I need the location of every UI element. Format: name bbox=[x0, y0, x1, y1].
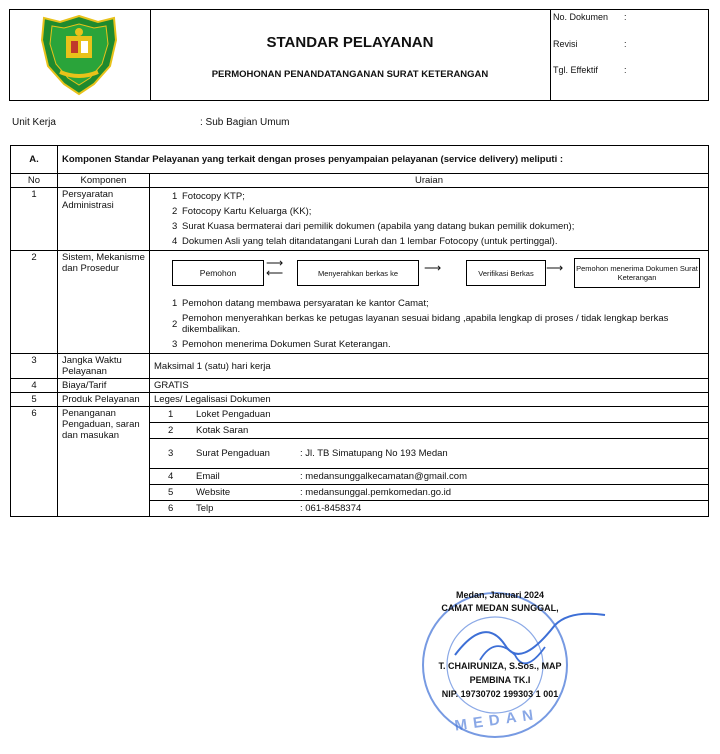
signature-place-date: Medan, Januari 2024 bbox=[455, 590, 545, 600]
column-header-komponen: Komponen bbox=[58, 174, 150, 188]
contact-list bbox=[150, 407, 708, 516]
column-header-no: No bbox=[11, 174, 58, 188]
row-value: Leges/ Legalisasi Dokumen bbox=[150, 393, 709, 407]
meta-no-dokumen: No. Dokumen : bbox=[553, 12, 627, 22]
arrow-right-icon: ⟶ bbox=[546, 261, 564, 275]
medan-city-logo bbox=[38, 14, 120, 96]
meta-revisi: Revisi : bbox=[553, 39, 627, 49]
row-value: Maksimal 1 (satu) hari kerja bbox=[150, 354, 709, 379]
row-number: 5 bbox=[11, 393, 58, 407]
list-item: 3 Surat Kuasa bermaterai dari pemilik dokumen (apabila yang datang bukan pemilik dokumen); bbox=[172, 221, 575, 232]
table-row bbox=[11, 251, 709, 354]
document-header bbox=[9, 9, 709, 101]
row-component: Biaya/Tarif bbox=[58, 379, 150, 393]
row-number: 6 bbox=[11, 407, 58, 517]
signatory-nip: NIP. 19730702 199303 1 001 bbox=[441, 689, 559, 699]
flow-step-serahkan: Menyerahkan berkas ke bbox=[297, 260, 419, 286]
row-number: 1 bbox=[11, 188, 58, 251]
contact-row: 2 Kotak Saran bbox=[150, 423, 708, 439]
row-number: 3 bbox=[11, 354, 58, 379]
stamp-text: MEDAN bbox=[453, 705, 541, 735]
meta-tgl-effektif: Tgl. Effektif : bbox=[553, 65, 627, 75]
contact-row: 5 Website : medansunggal.pemkomedan.go.id bbox=[150, 485, 708, 501]
table-row bbox=[11, 393, 709, 407]
row-component: Sistem, Mekanisme dan Prosedur bbox=[58, 251, 150, 354]
table-row bbox=[11, 407, 709, 517]
flow-step-terima: Pemohon menerima Dokumen Surat Keterangan bbox=[574, 258, 700, 288]
section-letter: A. bbox=[11, 146, 58, 174]
complaint-channels bbox=[150, 407, 709, 517]
contact-row: 3 Surat Pengaduan : Jl. TB Simatupang No 193 Medan bbox=[150, 439, 708, 469]
contact-row: 1 Loket Pengaduan bbox=[150, 407, 708, 423]
list-item: 4 Dokumen Asli yang telah ditandatangani Lurah dan 1 lembar Fotocopy (untuk pertinggal). bbox=[172, 236, 558, 247]
flow-step-verifikasi: Verifikasi Berkas bbox=[466, 260, 546, 286]
signatory-name: T. CHAIRUNIZA, S.Sos., MAP bbox=[438, 661, 562, 671]
row-component: Jangka Waktu Pelayanan bbox=[58, 354, 150, 379]
table-row bbox=[11, 379, 709, 393]
row-component: Persyaratan Administrasi bbox=[58, 188, 150, 251]
table-row bbox=[11, 354, 709, 379]
table-row bbox=[11, 188, 709, 251]
document-subtitle: PERMOHONAN PENANDATANGANAN SURAT KETERANGAN bbox=[211, 69, 489, 80]
procedure-flowchart bbox=[154, 252, 704, 296]
row-number: 4 bbox=[11, 379, 58, 393]
list-item: 2 Fotocopy Kartu Keluarga (KK); bbox=[172, 206, 312, 217]
unit-value: : Sub Bagian Umum bbox=[200, 117, 290, 128]
list-item: 1 Fotocopy KTP; bbox=[172, 191, 245, 202]
row-details bbox=[150, 251, 709, 354]
flow-step-pemohon: Pemohon bbox=[172, 260, 264, 286]
row-value: GRATIS bbox=[150, 379, 709, 393]
row-component: Produk Pelayanan bbox=[58, 393, 150, 407]
service-standard-table bbox=[10, 145, 709, 517]
unit-label: Unit Kerja bbox=[12, 117, 56, 128]
list-item: 2 Pemohon menyerahkan berkas ke petugas layanan sesuai bidang ,apabila lengkap di proses / tidak lengkap berkas dikembalikan. bbox=[172, 313, 669, 335]
row-component: Penanganan Pengaduan, saran dan masukan bbox=[58, 407, 150, 517]
column-header-uraian: Uraian bbox=[150, 174, 709, 188]
list-item: 3 Pemohon menerima Dokumen Surat Keterangan. bbox=[172, 339, 391, 350]
contact-row: 6 Telp : 061-8458374 bbox=[168, 503, 362, 514]
row-number: 2 bbox=[11, 251, 58, 354]
bidirectional-arrow-icon: ⟶ ⟵ bbox=[266, 256, 284, 280]
document-title: STANDAR PELAYANAN bbox=[266, 34, 434, 51]
signatory-rank: PEMBINA TK.I bbox=[469, 675, 531, 685]
signature-position: CAMAT MEDAN SUNGGAL, bbox=[441, 603, 559, 613]
arrow-right-icon: ⟶ bbox=[424, 261, 442, 275]
row-details bbox=[150, 188, 709, 251]
list-item: 1 Pemohon datang membawa persyaratan ke kantor Camat; bbox=[172, 298, 429, 309]
section-title: Komponen Standar Pelayanan yang terkait dengan proses penyampaian pelayanan (service delivery) meliputi : bbox=[58, 146, 709, 174]
contact-row: 4 Email : medansunggalkecamatan@gmail.com bbox=[150, 469, 708, 485]
